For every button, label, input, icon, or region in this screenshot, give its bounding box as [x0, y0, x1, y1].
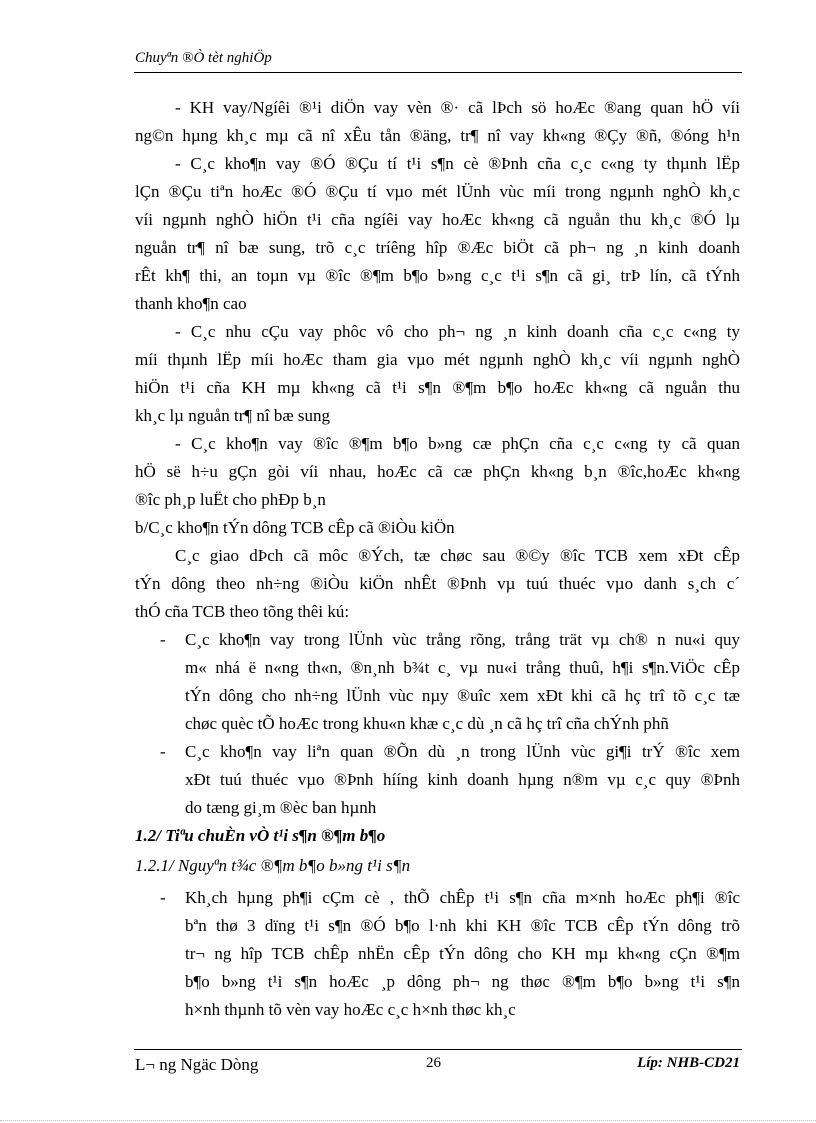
body-line: ®îc ph¸p luËt cho phÐp b¸n [135, 490, 326, 509]
page-number: 26 [426, 1055, 441, 1071]
page-header-title: Chuyªn ®Ò tèt nghiÖp [135, 50, 272, 66]
footer-rule [134, 1049, 742, 1050]
list-item-line: Kh¸ch hµng ph¶i cÇm cè , thÕ chÊp t¹i s¶n cña m×nh hoÆc ph¶i ®îc [185, 888, 740, 907]
list-dash: - [160, 742, 166, 761]
body-line: rÊt kh¶ thi, an toµn vµ ®îc ®¶m b¶o b»ng c¸c t¹i s¶n cã gi¸ trÞ lín, cã tÝnh [135, 266, 740, 285]
list-item-line: C¸c kho¶n vay trong lÜnh vùc trång rõng, trång trät vµ ch® n nu«i quy [185, 630, 740, 649]
body-line: kh¸c lµ nguån tr¶ nî bæ sung [135, 406, 331, 425]
list-dash: - [160, 888, 166, 907]
subpoint-heading: b/C¸c kho¶n tÝn dông TCB cÊp cã ®iÒu kiÖn [135, 518, 455, 537]
footer-author: L¬ ng Ngäc Dòng [135, 1055, 259, 1074]
page-edge [0, 1120, 816, 1121]
list-item-line: do tæng gi¸m ®èc ban hµnh [185, 798, 377, 817]
header-rule [134, 72, 742, 73]
list-item-line: bªn thø 3 dïng t¹i s¶n ®Ó b¶o l·nh khi KH ®îc TCB cÊp tÝn dông trõ [185, 916, 740, 935]
body-line: - C¸c nhu cÇu vay phôc vô cho ph¬ ng ¸n kinh doanh cña c¸c c«ng ty [175, 322, 740, 341]
body-line: hÖ së h÷u gÇn gòi víi nhau, hoÆc cã cæ phÇn kh«ng b¸n ®îc,hoÆc kh«ng [135, 462, 740, 481]
list-item-line: b¶o b»ng t¹i s¶n hoÆc ¸p dông ph¬ ng thøc ®¶m b¶o b»ng t¹i s¶n [185, 972, 740, 991]
list-item-line: C¸c kho¶n vay liªn quan ®Õn dù ¸n trong lÜnh vùc gi¶i trÝ ®îc xem [185, 742, 740, 761]
body-line: thanh kho¶n cao [135, 294, 247, 313]
body-line: hiÖn t¹i cña KH mµ kh«ng cã t¹i s¶n ®¶m b¶o hoÆc kh«ng cã nguån thu [135, 378, 740, 397]
body-line: C¸c giao dÞch cã môc ®Ých, tæ chøc sau ®©y ®îc TCB xem xÐt cÊp [175, 546, 740, 565]
footer-class-label: Líp: NHB-CD21 [637, 1055, 740, 1071]
body-line: víi ngµnh nghÒ hiÖn t¹i cña ngíêi vay hoÆc kh«ng cã nguån thu kh¸c ®Ó lµ [135, 210, 740, 229]
list-dash: - [160, 630, 166, 649]
list-item-line: tÝn dông cho nh÷ng lÜnh vùc nµy ®uîc xem xÐt khi cã hç trî tõ c¸c tæ [185, 686, 740, 705]
body-line: míi thµnh lËp míi hoÆc tham gia vµo mét ngµnh nghÒ kh¸c víi ngµnh nghÒ [135, 350, 740, 369]
body-line: - C¸c kho¶n vay ®Ó ®Çu tí t¹i s¶n cè ®Þnh cña c¸c c«ng ty thµnh lËp [175, 154, 740, 173]
list-item-line: tr¬ ng hîp TCB chÊp nhËn cÊp tÝn dông cho KH mµ kh«ng cÇn ®¶m [185, 944, 740, 963]
body-line: - KH vay/Ngíêi ®¹i diÖn vay vèn ®· cã lÞch sö hoÆc ®ang quan hÖ víi [175, 98, 740, 117]
list-item-line: chøc quèc tÕ hoÆc trong khu«n khæ c¸c dù ¸n cã hç trî cña chÝnh phñ [185, 714, 669, 733]
list-item-line: m« nhá ë n«ng th«n, ®n¸nh b¾t c¸ vµ nu«i trång thuû, h¶i s¶n.ViÖc cÊp [185, 658, 740, 677]
body-line: tÝn dông theo nh÷ng ®iÒu kiÖn nhÊt ®Þnh vµ tuú thuéc vµo danh s¸ch c´ [135, 574, 740, 593]
body-line: thÓ cña TCB theo tõng thêi kú: [135, 602, 350, 621]
body-line: ng©n hµng kh¸c mµ cã nî xÊu tån ®äng, tr¶ nî vay kh«ng ®Çy ®ñ, ®óng h¹n [135, 126, 740, 145]
body-line: nguån tr¶ nî bæ sung, trõ c¸c tríêng hîp ®Æc biÖt cã ph¬ ng ¸n kinh doanh [135, 238, 740, 257]
section-heading: 1.2/ Tiªu chuÈn vÒ t¹i s¶n ®¶m b¶o [135, 826, 386, 845]
body-line: - C¸c kho¶n vay ®îc ®¶m b¶o b»ng cæ phÇn cña c¸c c«ng ty cã quan [175, 434, 740, 453]
list-item-line: h×nh thµnh tõ vèn vay hoÆc c¸c h×nh thøc kh¸c [185, 1000, 516, 1019]
body-line: lÇn ®Çu tiªn hoÆc ®Ó ®Çu tí vµo mét lÜnh vùc míi trong ngµnh nghÒ kh¸c [135, 182, 740, 201]
subsection-heading: 1.2.1/ Nguyªn t¾c ®¶m b¶o b»ng t¹i s¶n [135, 856, 411, 875]
list-item-line: xÐt tuú thuéc vµo ®Þnh hííng kinh doanh hµng n®m vµ c¸c quy ®Þnh [185, 770, 740, 789]
